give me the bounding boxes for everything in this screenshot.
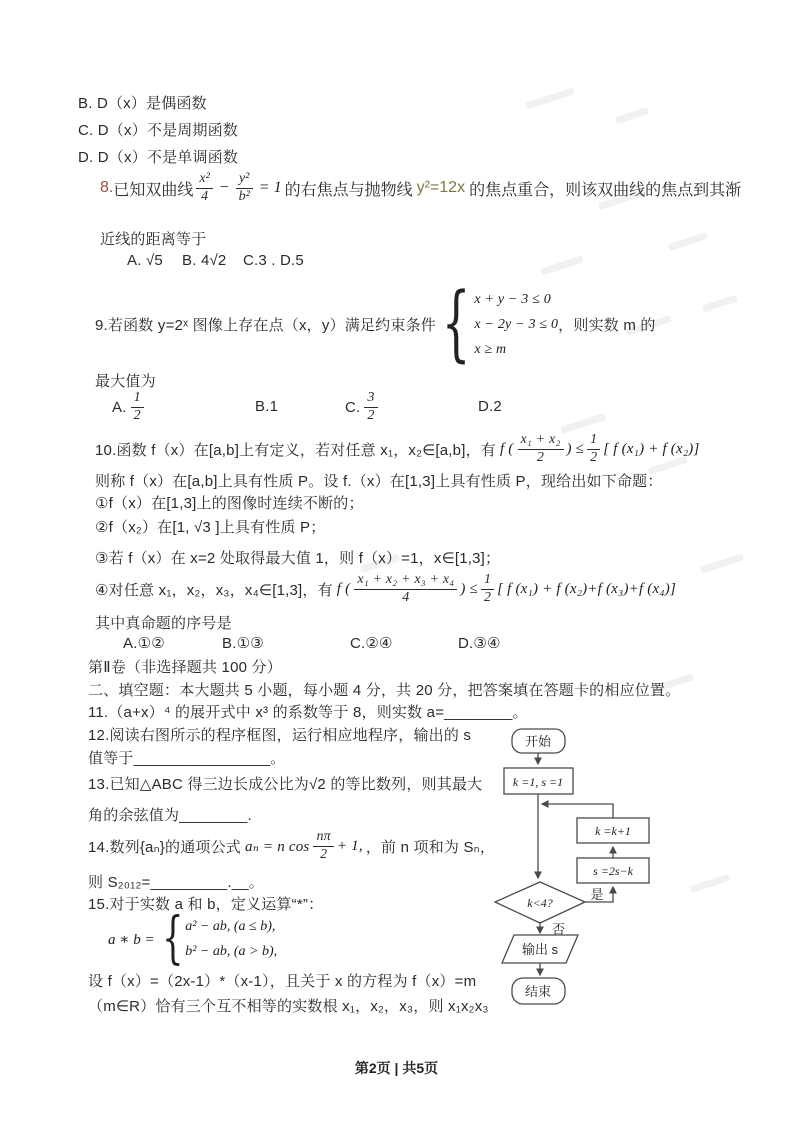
q8-option-c: C.3 .: [243, 252, 276, 269]
q10-math1-fraction: [518, 432, 564, 465]
q9-tail: ，则实数 m 的: [558, 316, 656, 334]
q15-definition: [108, 905, 281, 971]
q9-constraints: [436, 276, 559, 372]
q13-line1: 13.已知△ABC 得三边长成公比为√2 的等比数列，则其最大: [88, 776, 483, 793]
q9-option-c-label: C.: [345, 398, 361, 416]
q9-option-c: [345, 388, 382, 426]
q9-a-num: 1: [131, 390, 144, 407]
flowchart-condition-label: k<4?: [527, 896, 553, 910]
watermark: [668, 232, 708, 251]
flowchart-no-label: 否: [552, 922, 566, 937]
flowchart-end-label: 结束: [524, 984, 552, 999]
q14-lead: 14.数列{aₙ}的通项公式: [88, 838, 241, 856]
q9-line2: 最大值为: [95, 373, 156, 390]
q10-option-b: B.①③: [222, 635, 264, 652]
q8-line2: 近线的距离等于: [100, 231, 207, 248]
q9-constraint-3: x ≥ m: [474, 341, 507, 357]
section2-title: 第Ⅱ卷（非选择题共 100 分）: [88, 659, 282, 676]
q15-cases: [159, 905, 278, 971]
q14-math-tail: + 1,: [336, 837, 363, 854]
q10-math4-half: [481, 572, 494, 605]
q8-mid: 的右焦点与抛物线: [284, 181, 413, 199]
q10-item-3: ③若 f（x）在 x=2 处取得最大值 1，则 f（x）=1，x∈[1,3]；: [95, 550, 501, 567]
q9-option-d: D.2: [478, 398, 502, 415]
q10-m1-hden: 2: [590, 449, 598, 465]
q9-option-a-label: A.: [112, 398, 127, 416]
q8-equals-one: = 1: [258, 179, 282, 196]
flowchart-init-label: k =1, s =1: [512, 775, 564, 789]
section2-subtitle: 二、填空题：本大题共 5 小题，每小题 4 分，共 20 分，把答案填在答题卡的相应位置。: [88, 682, 681, 699]
q10-math4-rel: ) ≤: [460, 580, 478, 597]
q10-item-1: ①f（x）在[1,3]上的图像时连续不断的；: [95, 495, 364, 512]
q10-math1-pre: f (: [499, 440, 514, 457]
q7-option-b: B. D（x）是偶函数: [78, 95, 207, 112]
q14-after: ，前 n 项和为 Sₙ，: [365, 838, 496, 856]
q10-m4-hnum: 1: [481, 572, 494, 589]
q15-line3: 设 f（x）=（2x-1）*（x-1），且关于 x 的方程为 f（x）=m: [88, 973, 477, 990]
q12-line1: 12.阅读右图所示的程序框图，运行相应地程序，输出的 s: [88, 727, 472, 744]
q9-a-den: 2: [133, 407, 141, 423]
q8-fraction-1: [196, 171, 212, 204]
q10-m1-den: 2: [536, 449, 545, 465]
q8-frac1-den: 4: [201, 188, 209, 204]
watermark: [540, 255, 584, 275]
flowchart-start-label: 开始: [524, 734, 552, 749]
q8-minus: −: [218, 179, 230, 196]
q10-option-d: D.③④: [458, 635, 501, 652]
q10-m4-den: 4: [402, 589, 410, 605]
page-footer: 第2页 | 共5页: [354, 1060, 439, 1076]
q14-math-lhs: aₙ = n cos: [245, 838, 310, 855]
q15-line4: （m∈R）恰有三个互不相等的实数根 x₁，x₂，x₃，则 x₁x₂x₃: [88, 998, 489, 1015]
q9-line1: [95, 276, 656, 372]
q9-c-num: 3: [364, 390, 377, 407]
q15-case-2: b² − ab, (a > b),: [185, 943, 278, 959]
q10-m1-hnum: 1: [587, 432, 600, 449]
q8-option-d: D.5: [280, 252, 304, 269]
q11-text: 11.（a+x）⁴ 的展开式中 x³ 的系数等于 8，则实数 a=________。: [88, 704, 528, 721]
q10-i4-text: ④对任意 x₁，x₂，x₃，x₄∈[1,3]，有: [95, 581, 333, 599]
q10-math4-bracket: [ f (x₁) + f (x₂)+f (x₃)+f (x₄)]: [497, 580, 676, 597]
q9-constraint-2: x − 2y − 3 ≤ 0: [474, 316, 559, 332]
q8-line1: [100, 164, 741, 212]
q9-option-a: [112, 388, 148, 426]
q8-frac2-den: b²: [238, 188, 250, 204]
q10-m1-num: x₁ + x₂: [518, 432, 564, 449]
q8-lead: 已知双曲线: [113, 181, 194, 199]
q10-m4-num: x₁ + x₂ + x₃ + x₄: [354, 572, 457, 589]
q8-tail: 的焦点重合，则该双曲线的焦点到其渐: [469, 181, 742, 199]
q9-constraint-lines: [474, 287, 558, 362]
q8-frac2-num: y²: [236, 171, 253, 188]
q10-option-a: A.①②: [123, 635, 165, 652]
q8-fraction-2: [236, 171, 253, 204]
q14-line2: 则 S₂₀₁₂=_________.__。: [88, 874, 264, 891]
q7-option-c: C. D（x）不是周期函数: [78, 122, 239, 139]
q10-l1-text: 10.函数 f（x）在[a,b]上有定义，若对任意 x₁，x₂∈[a,b]，有: [95, 441, 496, 459]
q10-math1-half: [587, 432, 600, 465]
q9-option-c-fraction: [364, 390, 377, 423]
flowchart-output-label: 输出 s: [521, 942, 559, 957]
q7-option-d: D. D（x）不是单调函数: [78, 149, 239, 166]
q10-m4-hden: 2: [483, 589, 492, 605]
q10-math4-fraction: [354, 572, 457, 605]
q14-math-fraction: [313, 829, 333, 862]
q10-math1-rel: ) ≤: [566, 440, 585, 457]
q15-math-lhs: a ∗ b =: [108, 931, 155, 948]
q12-line2: 值等于________________。: [88, 750, 286, 767]
flowchart-update-label: s =2s−k: [593, 864, 633, 878]
q10-line5: 其中真命题的序号是: [95, 615, 232, 632]
q15-case-1: a² − ab, (a ≤ b),: [185, 918, 276, 934]
q10-item-4: [95, 565, 679, 613]
q9-option-b: B.1: [255, 398, 279, 415]
flowchart-loopback-line: [542, 804, 613, 818]
q15-line1: 15.对于实数 a 和 b，定义运算“*”：: [88, 896, 324, 913]
q14-line1: [88, 823, 495, 869]
watermark: [700, 553, 744, 573]
q9-constraint-1: x + y − 3 ≤ 0: [474, 291, 551, 307]
q8-option-a: A. √5: [127, 252, 163, 269]
q10-line2: 则称 f（x）在[a,b]上具有性质 P。设 f.（x）在[1,3]上具有性质 P，现给出如下命题：: [95, 473, 663, 490]
q9-brace: {: [441, 276, 471, 372]
q8-option-b: B. 4√2: [182, 252, 227, 269]
q15-case-lines: [185, 914, 277, 964]
q10-math4-pre: f (: [336, 580, 351, 597]
q12-flowchart: [478, 720, 678, 1020]
q8-number: 8.: [100, 179, 114, 196]
q10-item-2: ②f（x₂）在[1, √3 ]上具有性质 P；: [95, 519, 326, 536]
watermark: [525, 87, 575, 109]
q14-m-den: 2: [320, 846, 328, 862]
flowchart-yes-label: 是: [590, 887, 604, 902]
q10-line1: [95, 426, 703, 472]
q10-option-c: C.②④: [350, 635, 393, 652]
q10-math1-bracket: [ f (x₁) + f (x₂)]: [603, 440, 700, 457]
q8-frac1-num: x²: [196, 171, 212, 188]
watermark: [690, 874, 730, 893]
q9-lead: 9.若函数 y=2ˣ 图像上存在点（x，y）满足约束条件: [95, 316, 436, 334]
q14-m-num: nπ: [313, 829, 333, 846]
watermark: [615, 107, 649, 124]
q9-c-den: 2: [367, 407, 375, 423]
q13-line2: 角的余弦值为________.: [88, 807, 252, 824]
q15-brace: {: [161, 905, 184, 971]
q9-option-a-fraction: [131, 390, 144, 423]
flowchart-increment-label: k =k+1: [595, 824, 631, 838]
watermark: [702, 295, 738, 313]
q8-parabola: y²=12x: [416, 179, 466, 196]
